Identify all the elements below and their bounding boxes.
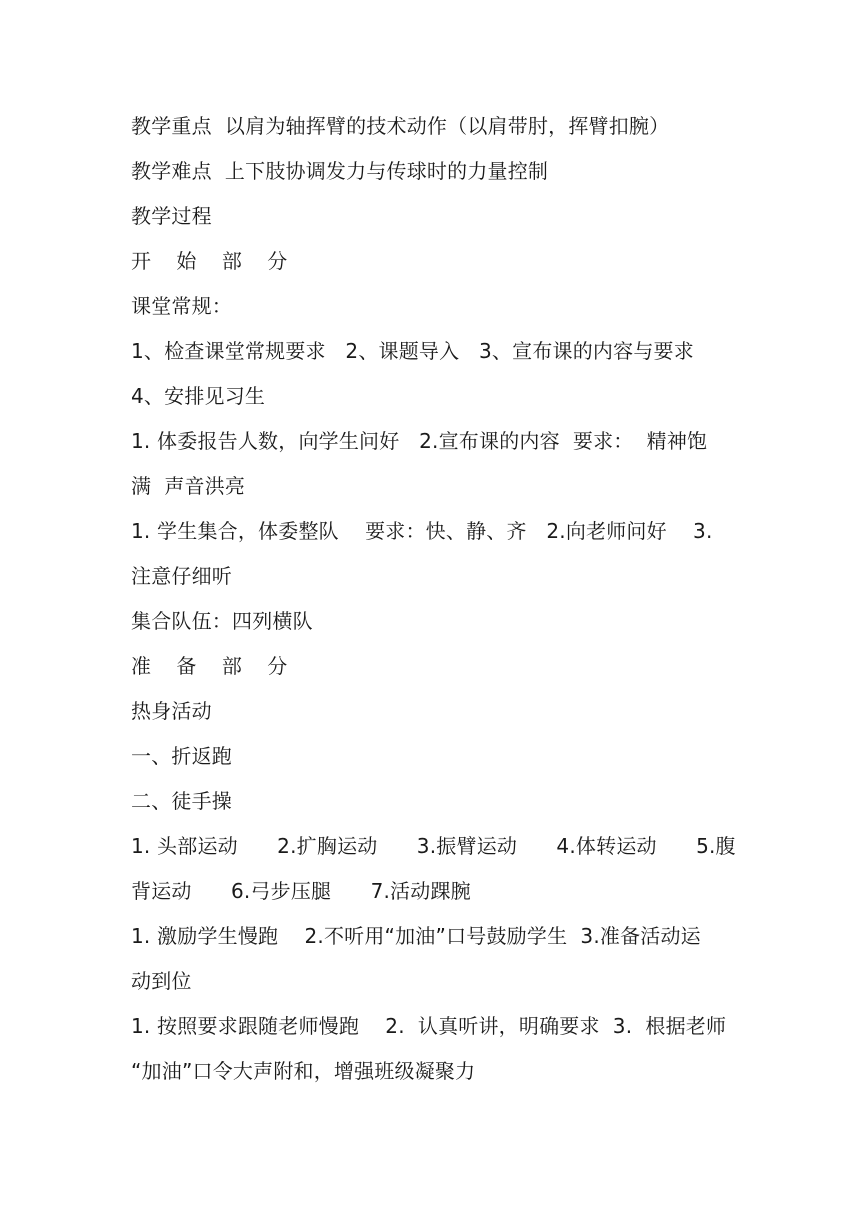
formation-line: 集合队伍：四列横队 <box>131 609 313 633</box>
freehand-exercise-item: 二、徒手操 <box>131 789 232 813</box>
document-body <box>131 104 736 1094</box>
prepare-section-heading: 准 备 部 分 <box>131 654 288 678</box>
monitor-report-line-2: 满 声音洪亮 <box>131 474 246 498</box>
start-section-heading: 开 始 部 分 <box>131 249 288 273</box>
student-assembly-line-2: 注意仔细听 <box>131 564 232 588</box>
routine-items-line-1: 1、检查课堂常规要求 2、课题导入 3、宣布课的内容与要求 <box>131 339 694 363</box>
routine-items-line-2: 4、安排见习生 <box>131 384 266 408</box>
student-action-line-2: “加油”口令大声附和，增强班级凝聚力 <box>131 1059 476 1083</box>
exercise-list-line-1: 1. 头部运动 2.扩胸运动 3.振臂运动 4.体转运动 5.腹 <box>131 834 736 858</box>
teaching-focus-line: 教学重点 以肩为轴挥臂的技术动作（以肩带肘，挥臂扣腕） <box>131 114 670 138</box>
exercise-list-line-2: 背运动 6.弓步压腿 7.活动踝腕 <box>131 879 471 903</box>
teacher-guidance-line-1: 1. 激励学生慢跑 2.不听用“加油”口号鼓励学生 3.准备活动运 <box>131 924 701 948</box>
class-routine-heading: 课堂常规： <box>131 294 232 318</box>
shuttle-run-item: 一、折返跑 <box>131 744 232 768</box>
teaching-difficulty-line: 教学难点 上下肢协调发力与传球时的力量控制 <box>131 159 549 183</box>
student-assembly-line-1: 1. 学生集合，体委整队 要求：快、静、齐 2.向老师问好 3. <box>131 519 713 543</box>
teacher-guidance-line-2: 动到位 <box>131 969 192 993</box>
warmup-heading: 热身活动 <box>131 699 212 723</box>
student-action-line-1: 1. 按照要求跟随老师慢跑 2. 认真听讲，明确要求 3. 根据老师 <box>131 1014 727 1038</box>
monitor-report-line-1: 1. 体委报告人数，向学生问好 2.宣布课的内容 要求： 精神饱 <box>131 429 708 453</box>
teaching-process-heading: 教学过程 <box>131 204 212 228</box>
